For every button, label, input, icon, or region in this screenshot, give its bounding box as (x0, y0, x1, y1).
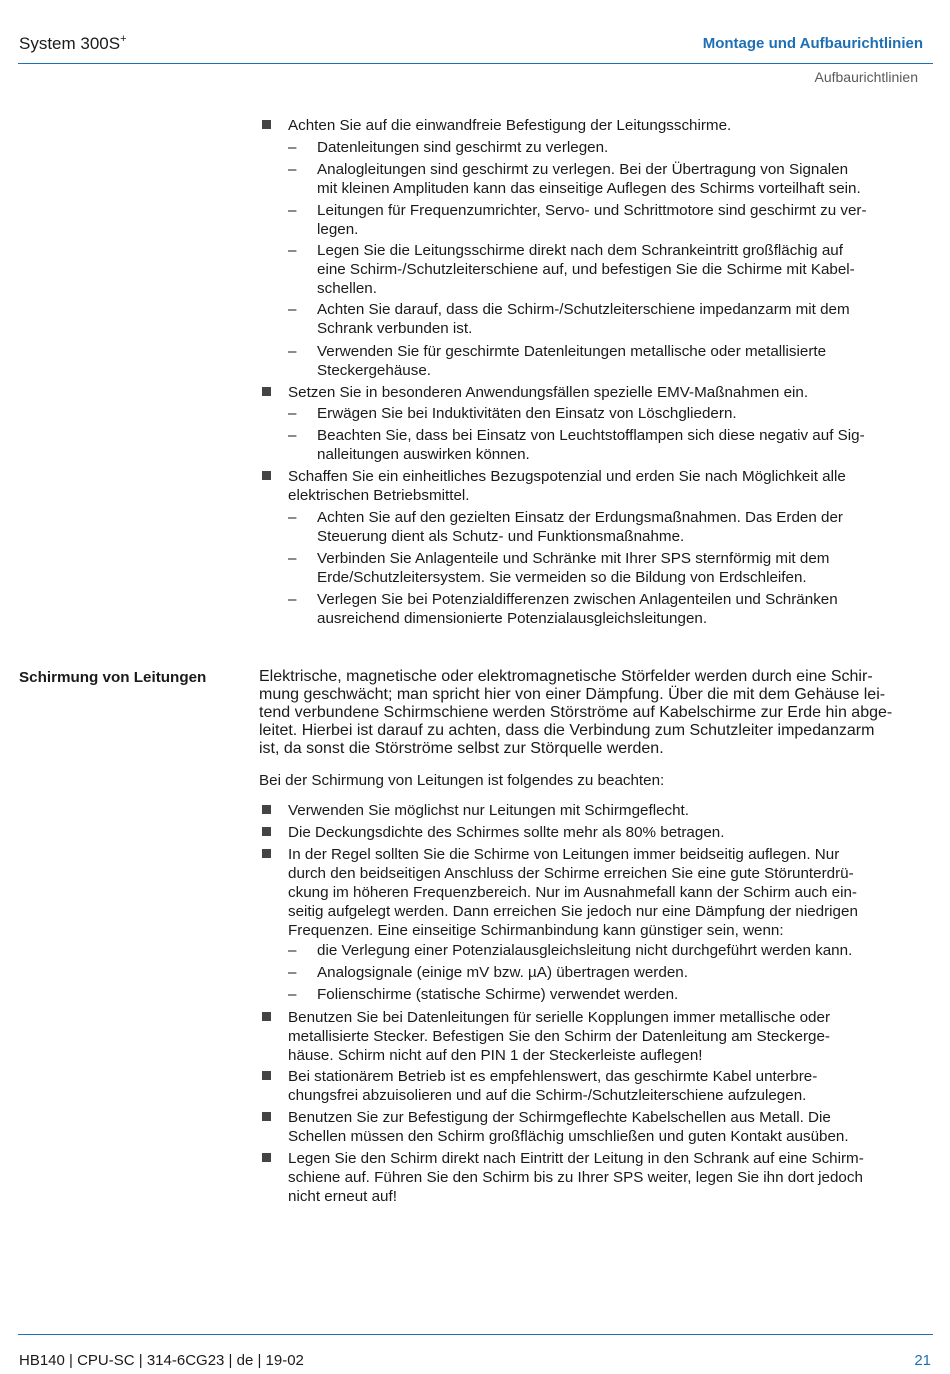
sub-item (288, 300, 933, 338)
item-text-line: Schrank verbunden ist. (317, 320, 473, 337)
sub-item (288, 201, 933, 239)
item-text-line: Schellen müssen den Schirm großflächig umschließen und guten Kontakt ausüben. (288, 1128, 849, 1145)
item-text-line: Legen Sie den Schirm direkt nach Eintritt der Leitung in den Schrank auf eine Schirm- (288, 1150, 864, 1167)
item-text-line: Folienschirme (statische Schirme) verwendet werden. (317, 986, 679, 1003)
dash-bullet-icon: – (288, 509, 297, 526)
chapter-title: Montage und Aufbaurichtlinien (702, 35, 923, 52)
item-text-line: Verlegen Sie bei Potenzialdifferenzen zwischen Anlagenteilen und Schränken (317, 591, 838, 608)
item-text-line: In der Regel sollten Sie die Schirme von Leitungen immer beidseitig auflegen. Nur (288, 846, 840, 863)
item-text-line: Analogsignale (einige mV bzw. µA) übertragen werden. (317, 964, 688, 981)
item-text-line: Datenleitungen sind geschirmt zu verlegen. (317, 139, 609, 156)
item-text-line: Bei stationärem Betrieb ist es empfehlenswert, das geschirmte Kabel unterbre- (288, 1068, 818, 1085)
square-bullet-icon (262, 849, 271, 858)
bullet-item (288, 1008, 933, 1065)
square-bullet-icon (262, 805, 271, 814)
bullet-item (288, 823, 933, 842)
bullet-item (288, 1067, 933, 1105)
dash-bullet-icon: – (288, 242, 297, 259)
dash-bullet-icon: – (288, 550, 297, 567)
sub-item (288, 404, 933, 423)
item-text-line: Benutzen Sie zur Befestigung der Schirmgeflechte Kabelschellen aus Metall. Die (288, 1109, 831, 1126)
item-text-line: die Verlegung einer Potenzialausgleichsleitung nicht durchgeführt werden kann. (317, 942, 853, 959)
item-text-line: häuse. Schirm nicht auf den PIN 1 der Steckerleiste auflegen! (288, 1047, 703, 1064)
item-text-line: metallisierte Stecker. Befestigen Sie den Schirm der Datenleitung am Steckerge- (288, 1028, 830, 1045)
item-text-line: eine Schirm-/Schutzleiterschiene auf, und befestigen Sie die Schirme mit Kabel- (317, 261, 855, 278)
item-text-line: Setzen Sie in besonderen Anwendungsfällen spezielle EMV-Maßnahmen ein. (288, 384, 809, 401)
dash-bullet-icon: – (288, 139, 297, 156)
square-bullet-icon (262, 471, 271, 480)
sub-item (288, 941, 933, 960)
sub-item (288, 426, 933, 464)
intro-paragraph (259, 668, 933, 758)
intro-line: Elektrische, magnetische oder elektromagnetische Störfelder werden durch eine Schir- (259, 668, 873, 685)
item-text-line: ckung im höheren Frequenzbereich. Nur im Ausnahmefall kann der Schirm auch ein- (288, 884, 857, 901)
item-text-line: Steckergehäuse. (317, 362, 431, 379)
item-text-line: Achten Sie auf den gezielten Einsatz der Erdungsmaßnahmen. Das Erden der (317, 509, 843, 526)
intro-line: tend verbundene Schirmschiene werden Störströme auf Kabelschirme zur Erde hin abge- (259, 704, 893, 721)
dash-bullet-icon: – (288, 343, 297, 360)
square-bullet-icon (262, 1012, 271, 1021)
item-text-line: Erwägen Sie bei Induktivitäten den Einsatz von Löschgliedern. (317, 405, 737, 422)
intro-line: ist, da sonst die Störströme selbst zur Störquelle werden. (259, 740, 664, 757)
item-text-line: chungsfrei abzuisolieren und auf die Schirm-/Schutzleiterschiene aufzulegen. (288, 1087, 807, 1104)
item-text-line: Verwenden Sie für geschirmte Datenleitungen metallische oder metallisierte (317, 343, 827, 360)
page-number: 21 (914, 1352, 931, 1369)
item-text-line: ausreichend dimensionierte Potenzialausgleichsleitungen. (317, 610, 708, 627)
dash-bullet-icon: – (288, 964, 297, 981)
dash-bullet-icon: – (288, 986, 297, 1003)
item-text-line: Achten Sie auf die einwandfreie Befestigung der Leitungsschirme. (288, 117, 732, 134)
square-bullet-icon (262, 387, 271, 396)
square-bullet-icon (262, 1112, 271, 1121)
item-text-line: Beachten Sie, dass bei Einsatz von Leuchtstofflampen sich diese negativ auf Sig- (317, 427, 865, 444)
item-text-line: Schaffen Sie ein einheitliches Bezugspotenzial und erden Sie nach Möglichkeit alle (288, 468, 846, 485)
bullet-item (288, 1149, 933, 1206)
square-bullet-icon (262, 827, 271, 836)
item-text-line: Die Deckungsdichte des Schirmes sollte mehr als 80% betragen. (288, 824, 725, 841)
sub-item (288, 963, 933, 982)
document-id: HB140 | CPU-SC | 314-6CG23 | de | 19-02 (19, 1352, 304, 1369)
sub-item (288, 985, 933, 1004)
section-title: Aufbaurichtlinien (814, 69, 918, 85)
bullet-item (288, 116, 933, 135)
dash-bullet-icon: – (288, 591, 297, 608)
bullet-item (288, 383, 933, 402)
dash-bullet-icon: – (288, 405, 297, 422)
dash-bullet-icon: – (288, 161, 297, 178)
item-text-line: Achten Sie darauf, dass die Schirm-/Schutzleiterschiene impedanzarm mit dem (317, 301, 850, 318)
item-text-line: Legen Sie die Leitungsschirme direkt nach dem Schrankeintritt großflächig auf (317, 242, 843, 259)
item-text-line: nicht erneut auf! (288, 1188, 397, 1205)
lead-paragraph: Bei der Schirmung von Leitungen ist folgendes zu beachten: (259, 772, 665, 789)
intro-line: leitet. Hierbei ist darauf zu achten, dass die Verbindung zum Schutzleiter impedanzarm (259, 722, 875, 739)
item-text-line: Erde/Schutzleitersystem. Sie vermeiden so die Bildung von Erdschleifen. (317, 569, 807, 586)
item-text-line: schiene auf. Führen Sie den Schirm bis zu Ihrer SPS weiter, legen Sie ihn dort jedoch (288, 1169, 863, 1186)
sub-item (288, 508, 933, 546)
sub-item (288, 160, 933, 198)
dash-bullet-icon: – (288, 942, 297, 959)
bullet-item (288, 467, 933, 505)
bullet-item (288, 801, 933, 820)
item-text-line: mit kleinen Amplituden kann das einseitige Auflegen des Schirms vorteilhaft sein. (317, 180, 861, 197)
item-text-line: Benutzen Sie bei Datenleitungen für serielle Kopplungen immer metallische oder (288, 1009, 831, 1026)
item-text-line: Analogleitungen sind geschirmt zu verlegen. Bei der Übertragung von Signalen (317, 161, 849, 178)
item-text-line: Verbinden Sie Anlagenteile und Schränke mit Ihrer SPS sternförmig mit dem (317, 550, 830, 567)
sub-item (288, 342, 933, 380)
sub-item (288, 590, 933, 628)
bullet-item (288, 1108, 933, 1146)
sub-item (288, 549, 933, 587)
item-text-line: Verwenden Sie möglichst nur Leitungen mit Schirmgeflecht. (288, 802, 689, 819)
item-text-line: Leitungen für Frequenzumrichter, Servo- und Schrittmotore sind geschirmt zu ver- (317, 202, 867, 219)
sub-item (288, 138, 933, 157)
item-text-line: nalleitungen auswirken können. (317, 446, 530, 463)
header-divider (18, 63, 933, 64)
item-text-line: legen. (317, 221, 359, 238)
dash-bullet-icon: – (288, 202, 297, 219)
item-text-line: schellen. (317, 280, 377, 297)
item-text-line: elektrischen Betriebsmittel. (288, 487, 470, 504)
bullet-item (288, 845, 933, 940)
item-text-line: Frequenzen. Eine einseitige Schirmanbindung kann günstiger sein, wenn: (288, 922, 784, 939)
item-text-line: Steuerung dient als Schutz- und Funktionsmaßnahme. (317, 528, 685, 545)
square-bullet-icon (262, 120, 271, 129)
dash-bullet-icon: – (288, 301, 297, 318)
intro-line: mung geschwächt; man spricht hier von einer Dämpfung. Über die mit dem Gehäuse lei- (259, 686, 886, 703)
footer-divider (18, 1334, 933, 1335)
sub-item (288, 241, 933, 298)
item-text-line: durch den beidseitigen Anschluss der Schirme erreichen Sie eine gute Störunterdrü- (288, 865, 854, 882)
square-bullet-icon (262, 1071, 271, 1080)
dash-bullet-icon: – (288, 427, 297, 444)
product-name: System 300S+ (19, 33, 127, 53)
item-text-line: seitig aufgelegt werden. Dann erreichen Sie jedoch nur eine Dämpfung der niedrigen (288, 903, 858, 920)
section-heading: Schirmung von Leitungen (19, 669, 207, 686)
square-bullet-icon (262, 1153, 271, 1162)
